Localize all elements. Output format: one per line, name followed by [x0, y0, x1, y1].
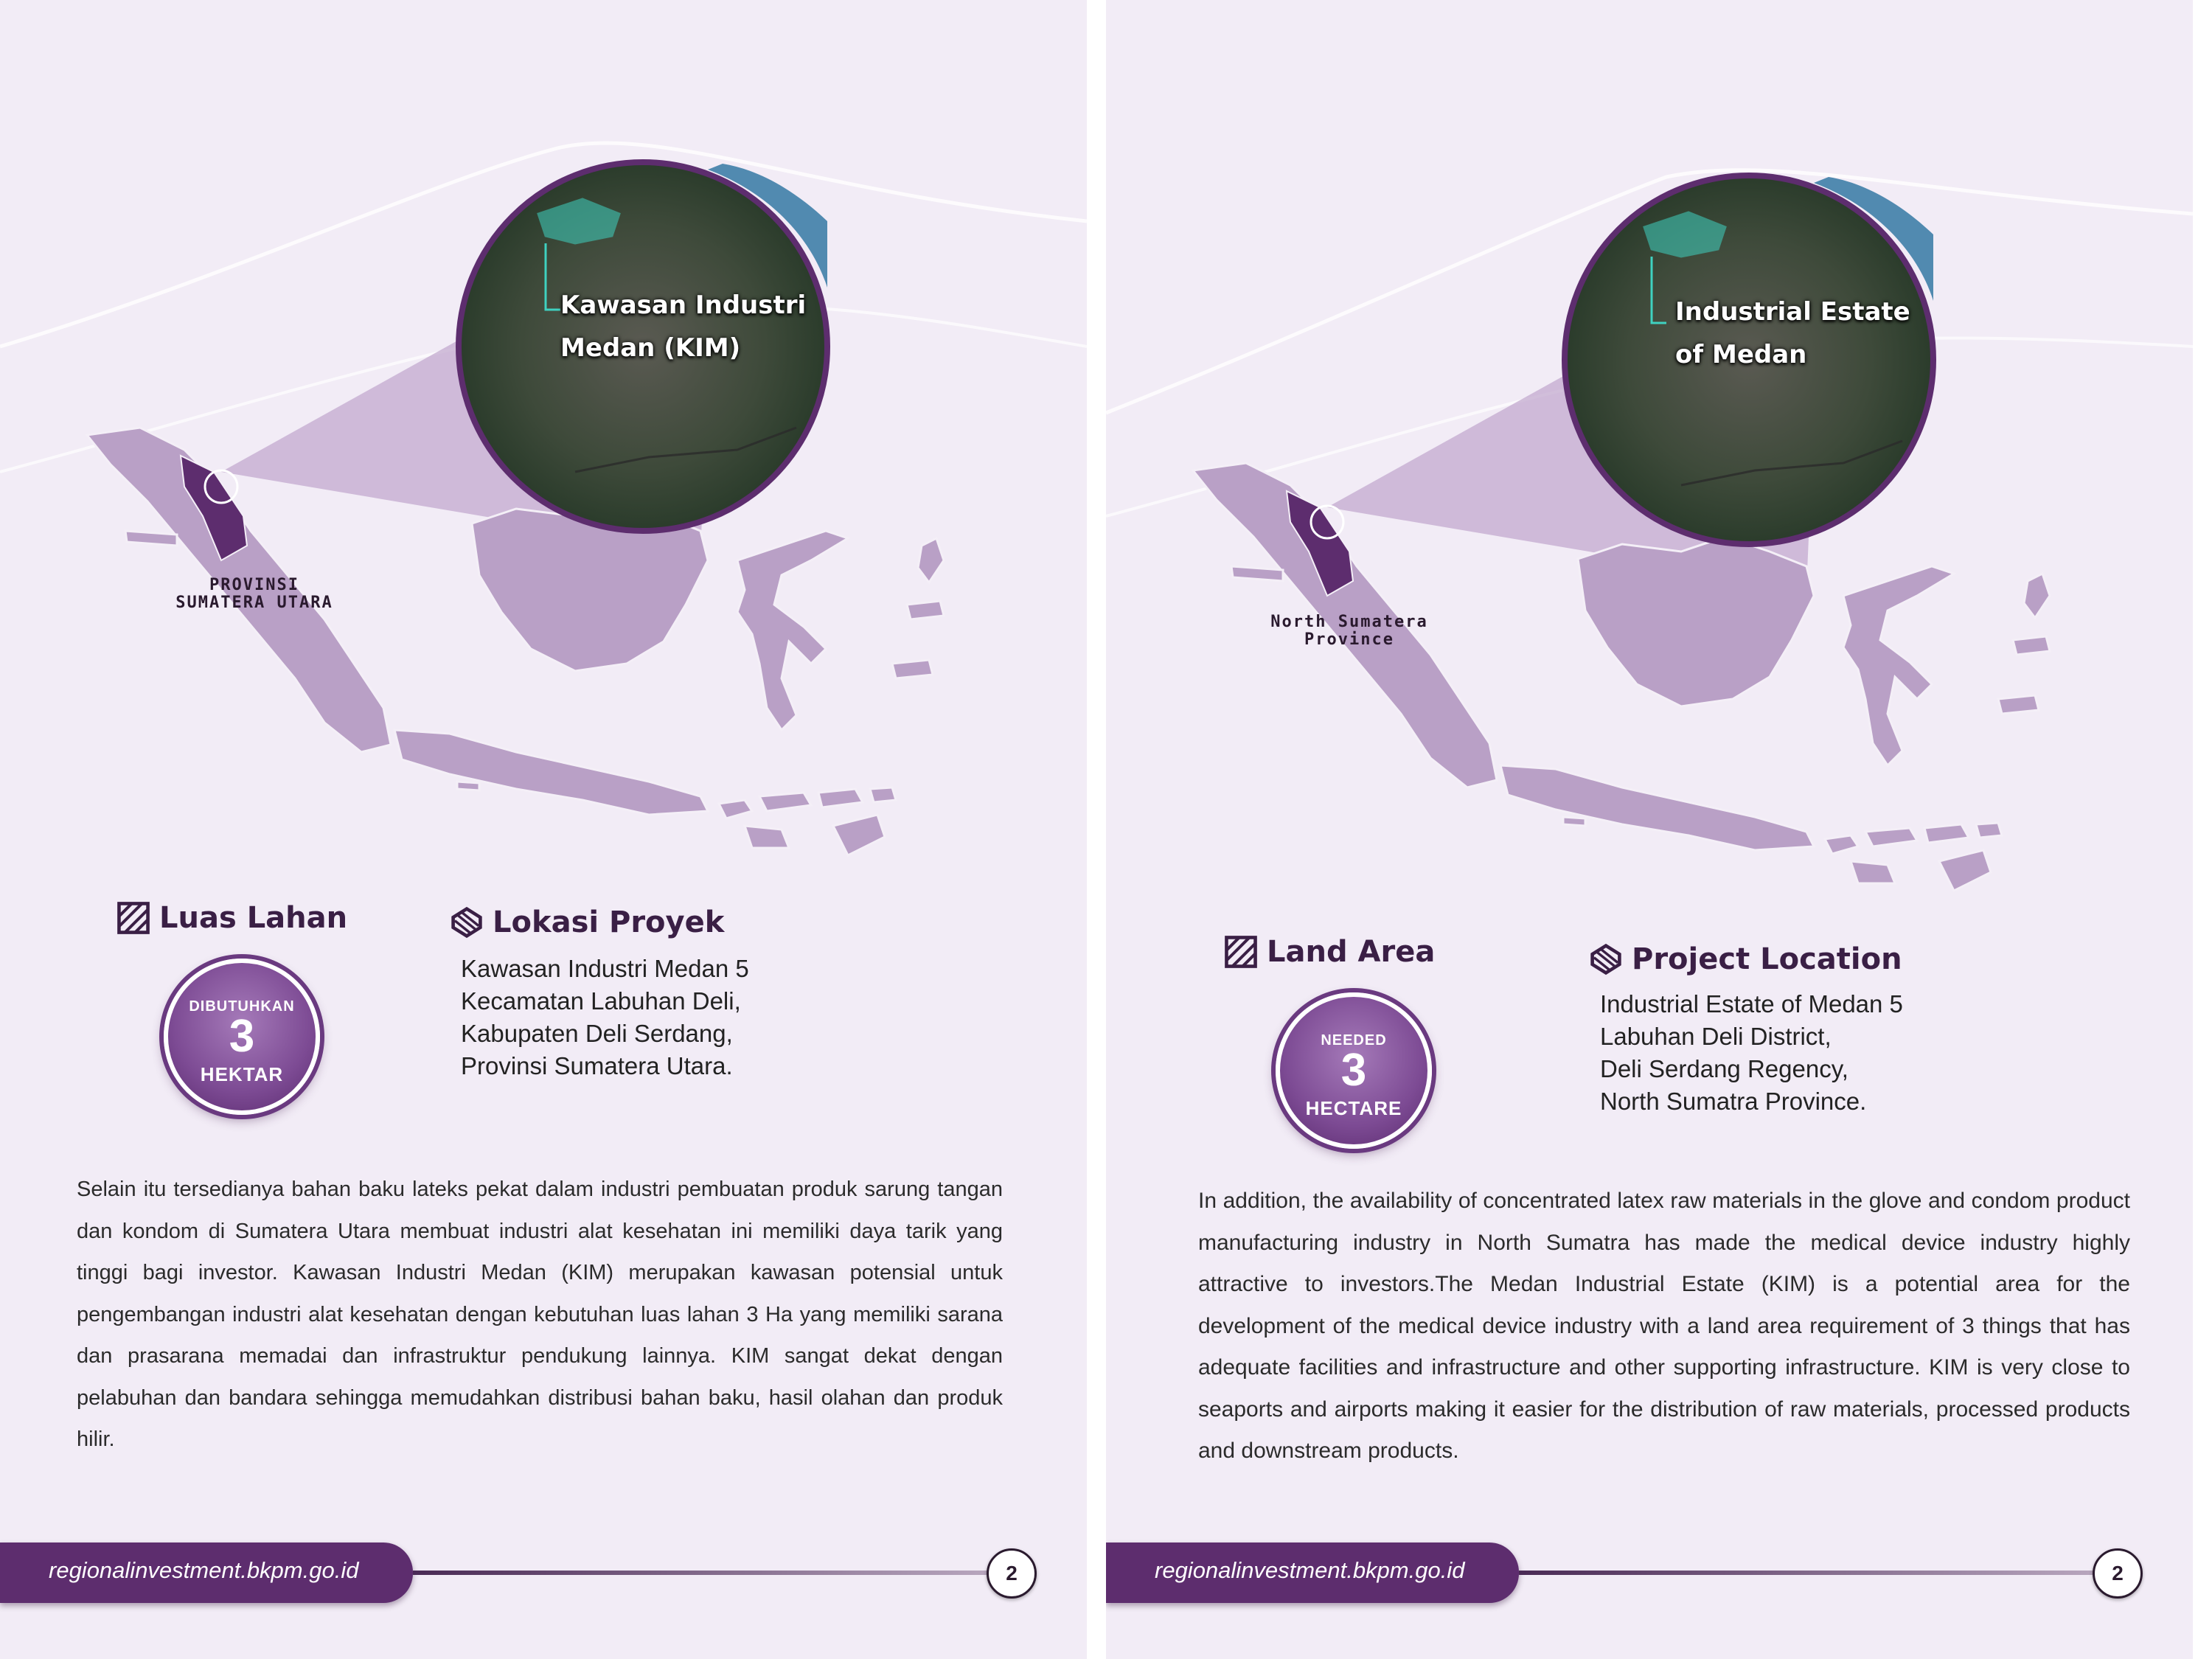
project-location-title: Project Location	[1632, 942, 1902, 976]
project-location-title: Lokasi Proyek	[493, 905, 725, 939]
address-line: Kawasan Industri Medan 5	[461, 955, 749, 982]
project-location-heading	[450, 905, 724, 939]
project-location-heading	[1589, 942, 1902, 976]
address-line: North Sumatra Province.	[1600, 1088, 1867, 1115]
land-area-icon	[116, 901, 150, 935]
map-circle-label: Industrial Estate of Medan	[1675, 297, 1910, 369]
indonesia-map	[0, 0, 1087, 922]
address-line: Labuhan Deli District,	[1600, 1023, 1832, 1050]
page-gutter	[1087, 0, 1106, 1659]
land-area-badge	[164, 959, 320, 1115]
badge-unit: HECTARE	[1305, 1097, 1402, 1119]
address-line: Kabupaten Deli Serdang,	[461, 1020, 733, 1047]
address-line: Industrial Estate of Medan 5	[1600, 990, 1903, 1018]
footer-divider	[413, 1571, 988, 1575]
land-area-title: Luas Lahan	[159, 901, 348, 935]
map-circle-label: Kawasan Industri Medan (KIM)	[560, 291, 807, 363]
land-area-heading	[116, 901, 347, 935]
footer-url-link[interactable]: regionalinvestment.bkpm.go.id	[1155, 1557, 1465, 1583]
badge-top-text: NEEDED	[1321, 1032, 1387, 1048]
address-line: Provinsi Sumatera Utara.	[461, 1052, 733, 1079]
footer-url-link[interactable]: regionalinvestment.bkpm.go.id	[49, 1557, 359, 1583]
page-left	[0, 0, 1087, 1659]
location-icon	[1589, 942, 1623, 976]
project-location-address	[461, 953, 749, 1082]
land-area-heading	[1224, 935, 1435, 969]
badge-unit: HEKTAR	[200, 1063, 284, 1085]
address-line: Kecamatan Labuhan Deli,	[461, 987, 741, 1015]
page-number: 2	[987, 1548, 1037, 1599]
land-area-icon	[1224, 935, 1258, 969]
province-label: North Sumatera Province	[1270, 613, 1428, 649]
address-line: Deli Serdang Regency,	[1600, 1055, 1848, 1082]
body-paragraph: Selain itu tersedianya bahan baku lateks pekat dalam industri pembuatan produk sarung tangan dan kondom di Sumatera Utara membuat industri alat kesehatan ini memiliki daya tarik yang tinggi bagi investor. Kawasan Industri Medan (KIM) merupakan kawasan potensial untuk pengembangan industri alat kesehatan dengan kebutuhan luas lahan 3 Ha yang memiliki sarana dan prasarana memadai dan infrastruktur pendukung lainnya. KIM sangat dekat dengan pelabuhan dan bandara sehingga memudahkan distribusi bahan baku, hasil olahan dan produk hilir.	[77, 1178, 1003, 1451]
land-area-title: Land Area	[1267, 935, 1436, 969]
land-area-badge	[1276, 992, 1432, 1149]
location-icon	[450, 905, 484, 939]
body-paragraph: In addition, the availability of concentrated latex raw materials in the glove and condom product manufacturing industry in North Sumatra has made the medical device industry highly attractive to investors.The Medan Industrial Estate (KIM) is a potential area for the development of the medical device industry with a land area requirement of 3 things that has adequate facilities and infrastructure and other supporting infrastructure. KIM is very close to seaports and airports making it easier for the distribution of raw materials, processed products and downstream products.	[1198, 1189, 2130, 1463]
footer-divider	[1519, 1571, 2094, 1575]
badge-top-text: DIBUTUHKAN	[189, 998, 295, 1015]
badge-number: 3	[229, 1011, 255, 1062]
province-label: PROVINSI SUMATERA UTARA	[175, 576, 333, 612]
indonesia-map	[1106, 35, 2193, 957]
page-right	[1106, 0, 2193, 1659]
badge-number: 3	[1340, 1045, 1367, 1096]
page-number: 2	[2093, 1548, 2143, 1599]
project-location-address	[1600, 988, 1903, 1118]
